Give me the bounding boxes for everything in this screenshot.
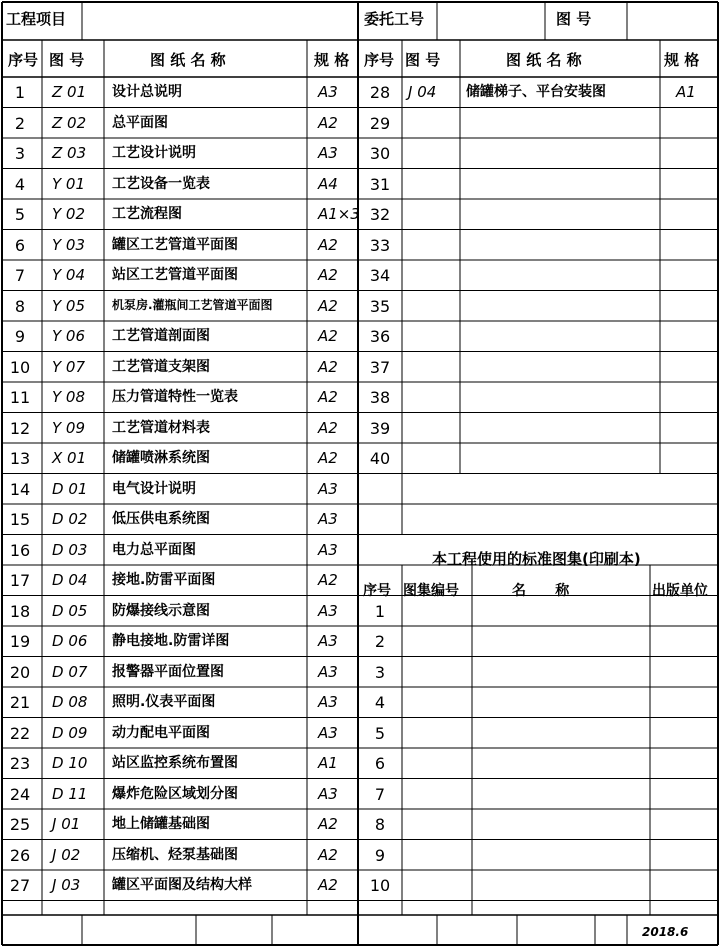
drawing-name: 压缩机、烃泵基础图 [112,846,238,863]
drawing-code: Y 08 [52,388,86,406]
drawing-size: A3 [318,83,338,101]
drawing-name: 报警器平面位置图 [112,663,224,680]
drawing-name: 电气设计说明 [112,480,196,497]
row-number: 32 [369,205,391,224]
drawing-name: 站区监控系统布置图 [112,755,238,771]
atlas-row-number: 6 [374,754,386,773]
drawing-size: A2 [318,418,338,437]
row-number: 10 [9,357,31,377]
drawing-code: D 07 [52,662,88,681]
row-number: 27 [9,876,31,895]
drawing-name: 防爆接线示意图 [112,602,210,619]
drawing-size: A3 [318,510,338,528]
drawing-code: D 11 [52,784,88,803]
row-number: 17 [9,571,31,590]
drawing-code: Y 07 [52,357,86,376]
atlas-col-name: 名 称 [512,583,570,599]
row-number: 14 [9,479,31,499]
drawing-size: A3 [318,479,338,498]
drawing-name: 工艺管道材料表 [112,419,210,436]
drawing-size: A3 [318,784,338,803]
drawing-name: 设计总说明 [112,84,182,100]
row-number: 34 [369,266,391,285]
left-col-name: 图 纸 名 称 [150,51,226,69]
atlas-row-number: 1 [374,601,386,621]
row-number: 33 [369,235,391,255]
drawing-code: D 10 [52,754,88,772]
row-number: 13 [9,449,31,468]
drawing-size: A2 [318,235,338,254]
drawing-name: 机泵房.灌瓶间工艺管道平面图 [112,297,273,312]
row-number: 18 [9,601,31,621]
row-number: 39 [369,418,391,438]
row-number: 11 [9,388,31,407]
row-number: 29 [369,113,391,133]
atlas-row-number: 4 [374,693,386,712]
drawing-code: D 08 [52,693,88,711]
project-label: 工程项目 [6,10,67,28]
drawing-size: A3 [318,632,338,650]
commission-label: 委托工号 [364,10,425,28]
drawing-size: A2 [318,113,338,132]
drawing-name: 动力配电平面图 [112,724,210,741]
row-number: 26 [9,845,31,865]
drawing-name: 储罐梯子、平台安装图 [466,84,606,100]
drawing-size: A1 [318,754,338,772]
drawing-code: D 02 [52,510,88,528]
drawing-name: 静电接地.防雷详图 [112,633,230,649]
right-col-code: 图 号 [405,51,441,69]
drawing-size: A2 [318,571,338,589]
row-number: 40 [369,449,391,468]
drawing-code: Z 03 [52,144,87,162]
row-number: 31 [369,174,391,194]
drawing-code: D 03 [52,540,88,559]
drawing-code: D 06 [52,632,88,650]
row-number: 36 [369,327,391,346]
row-number: 5 [14,205,26,224]
drawing-name: 电力总平面图 [112,541,196,558]
drawing-name: 站区工艺管道平面图 [112,267,238,283]
drawing-size: A2 [318,876,338,894]
drawing-size: A3 [318,601,338,620]
drawing-code: Y 06 [52,327,86,345]
drawing-code: D 05 [52,601,88,620]
right-col-name: 图 纸 名 称 [506,51,582,69]
right-col-size: 规 格 [664,51,700,69]
atlas-row-number: 8 [374,815,386,834]
row-number: 24 [9,784,31,804]
drawing-size: A4 [318,174,338,193]
drawing-size: A2 [318,449,338,467]
drawing-name: 罐区工艺管道平面图 [112,236,238,253]
row-number: 8 [14,296,26,316]
drawing-size: A3 [318,662,338,681]
drawing-code: Y 05 [52,296,86,315]
drawing-size: A2 [318,327,338,345]
atlas-row-number: 5 [374,723,386,743]
atlas-col-code: 图集编号 [403,583,459,599]
atlas-title: 本工程使用的标准图集(印刷本) [432,550,641,568]
drawing-code: Z 01 [52,83,87,101]
drawing-code: D 04 [52,571,88,589]
row-number: 22 [9,723,31,743]
drawing-name: 爆炸危险区域划分图 [112,785,238,802]
drawing-name: 工艺设计说明 [112,145,196,161]
drawing-code: Y 02 [52,205,86,223]
drawing-code: Y 04 [52,266,86,284]
drawing-code: Y 03 [52,235,86,254]
row-number: 20 [9,662,31,682]
atlas-row-number: 10 [369,876,391,895]
drawing-size: A2 [318,357,338,376]
drawing-name: 总平面图 [112,114,168,131]
row-number: 2 [14,113,26,133]
drawing-code: J 02 [52,845,81,864]
row-number: 12 [9,418,31,438]
drawing-code: Y 01 [52,174,86,193]
drawing-code: D 09 [52,723,88,742]
drawing-size: A3 [318,693,338,711]
drawing-name: 罐区平面图及结构大样 [112,877,252,893]
drawing-size: A2 [318,296,338,315]
footer-date: 2018.6 [642,925,689,939]
drawing-size: A3 [318,144,338,162]
row-number: 28 [369,83,391,102]
left-col-no: 序号 [8,51,39,69]
drawing-no-label: 图 号 [556,10,592,28]
drawing-code: Z 02 [52,113,87,132]
atlas-col-publisher: 出版单位 [652,583,708,599]
row-number: 6 [14,235,26,255]
row-number: 9 [14,327,26,346]
left-col-size: 规 格 [314,51,350,69]
drawing-name: 地上储罐基础图 [112,816,210,832]
drawing-size: A1×3 [318,205,360,223]
row-number: 16 [9,540,31,560]
drawing-name: 工艺管道剖面图 [112,328,210,344]
drawing-size: A3 [318,723,338,742]
drawing-name: 工艺流程图 [112,206,182,222]
row-number: 3 [14,144,26,163]
atlas-col-no: 序号 [363,583,391,599]
row-number: 19 [9,632,31,651]
row-number: 23 [9,754,31,773]
drawing-name: 压力管道特性一览表 [112,389,238,405]
atlas-row-number: 2 [374,632,386,651]
drawing-name: 工艺设备一览表 [112,175,210,192]
drawing-code: J 04 [408,83,437,101]
drawing-size: A2 [318,815,338,833]
left-col-code: 图 号 [49,51,85,69]
row-number: 4 [14,174,26,194]
drawing-size: A1 [676,83,696,101]
drawing-name: 低压供电系统图 [112,511,210,527]
drawing-code: D 01 [52,479,88,498]
row-number: 21 [9,693,31,712]
atlas-row-number: 3 [374,662,386,682]
drawing-code: J 01 [52,815,81,833]
drawing-name: 照明.仪表平面图 [112,694,216,710]
row-number: 25 [9,815,31,834]
drawing-name: 接地.防雷平面图 [112,572,216,588]
drawing-size: A3 [318,540,338,559]
row-number: 37 [369,357,391,377]
row-number: 38 [369,388,391,407]
drawing-name: 储罐喷淋系统图 [112,450,210,466]
row-number: 1 [14,83,26,102]
atlas-row-number: 9 [374,845,386,865]
right-col-no: 序号 [364,51,395,69]
row-number: 35 [369,296,391,316]
drawing-code: Y 09 [52,418,86,437]
drawing-code: X 01 [52,449,87,467]
drawing-name: 工艺管道支架图 [112,358,210,375]
row-number: 30 [369,144,391,163]
drawing-code: J 03 [52,876,81,894]
atlas-row-number: 7 [374,784,386,804]
drawing-size: A2 [318,388,338,406]
row-number: 7 [14,266,26,285]
drawing-size: A2 [318,845,338,864]
row-number: 15 [9,510,31,529]
drawing-size: A2 [318,266,338,284]
